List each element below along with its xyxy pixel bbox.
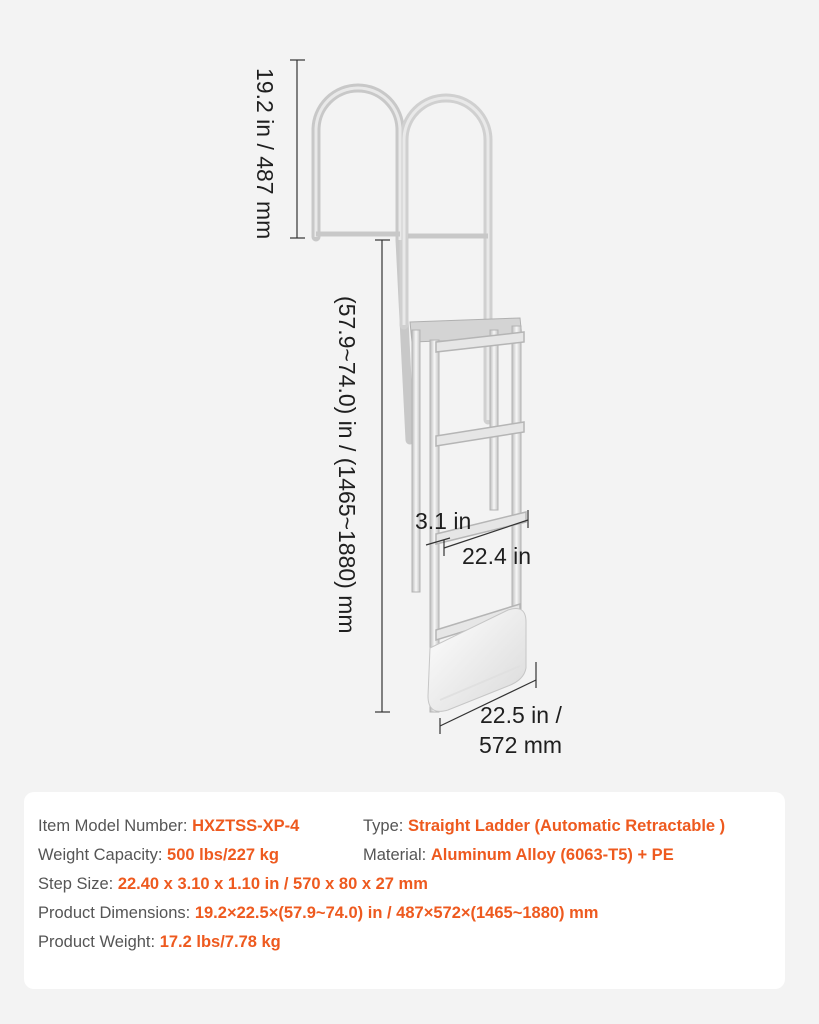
spec-card xyxy=(24,792,785,989)
spec-capacity-value: 500 lbs/227 kg xyxy=(167,846,279,864)
step-depth-label: 3.1 in xyxy=(415,508,472,534)
handle-height-label: 19.2 in / 487 mm xyxy=(252,68,278,240)
spec-type-value: Straight Ladder (Automatic Retractable ) xyxy=(407,817,726,835)
spec-type-label: Type: xyxy=(363,817,404,835)
spec-material-label: Material: xyxy=(363,846,427,864)
spec-product-dimensions xyxy=(38,904,598,923)
spec-material xyxy=(363,846,674,865)
base-width-label-line1: 22.5 in / xyxy=(480,702,562,728)
spec-step-size-value: 22.40 x 3.10 x 1.10 in / 570 x 80 x 27 mm xyxy=(117,875,428,893)
handrail-left xyxy=(316,88,410,440)
spec-model-value: HXZTSS-XP-4 xyxy=(192,817,300,835)
base-width-label-line2: 572 mm xyxy=(479,732,563,758)
spec-step-size-label: Step Size: xyxy=(38,875,114,893)
spec-material-value: Aluminum Alloy (6063-T5) + PE xyxy=(430,846,674,864)
spec-product-dimensions-label: Product Dimensions: xyxy=(38,904,191,922)
spec-type xyxy=(363,817,725,836)
spec-product-weight-label: Product Weight: xyxy=(38,933,156,951)
spec-product-weight-value: 17.2 lbs/7.78 kg xyxy=(159,933,281,951)
spec-product-dimensions-value: 19.2×22.5×(57.9~74.0) in / 487×572×(1465~1880) mm xyxy=(194,904,599,922)
step-width-label: 22.4 in xyxy=(462,543,532,569)
spec-model xyxy=(38,817,299,836)
overall-height-label: (57.9~74.0) in / (1465~1880) mm xyxy=(334,296,360,634)
spec-step-size xyxy=(38,875,428,894)
spec-product-weight xyxy=(38,933,281,952)
spec-capacity-label: Weight Capacity: xyxy=(38,846,163,864)
spec-model-label: Item Model Number: xyxy=(38,817,188,835)
spec-capacity xyxy=(38,846,279,865)
